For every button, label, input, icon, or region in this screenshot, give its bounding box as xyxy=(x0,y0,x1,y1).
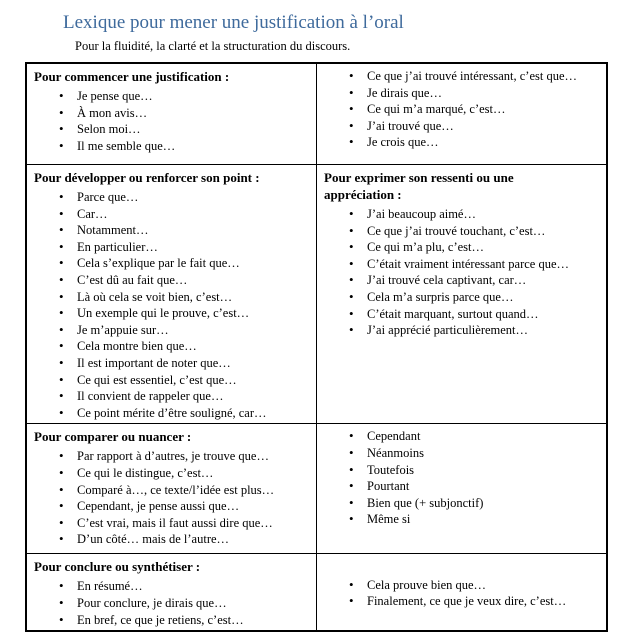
list-item: • Je dirais que… xyxy=(367,85,602,102)
table-row xyxy=(26,424,607,554)
cell-header: Pour développer ou renforcer son point : xyxy=(34,170,260,185)
list-item: • Notamment… xyxy=(77,222,312,239)
cell-developper xyxy=(26,165,317,424)
list-item: • C’est dû au fait que… xyxy=(77,272,312,289)
list-item: • Même si xyxy=(367,511,602,528)
list-item: • Là où cela se voit bien, c’est… xyxy=(77,289,312,306)
list-item: • En résumé… xyxy=(77,578,312,595)
list-item: • Par rapport à d’autres, je trouve que… xyxy=(77,448,312,465)
list-item: • Pour conclure, je dirais que… xyxy=(77,595,312,612)
list-item: • Je pense que… xyxy=(77,88,312,105)
list-item: • Ce que j’ai trouvé intéressant, c’est que… xyxy=(367,68,602,85)
phrase-list xyxy=(33,189,312,421)
table-row xyxy=(26,165,607,424)
list-item: • Cela s’explique par le fait que… xyxy=(77,255,312,272)
list-item: • Finalement, ce que je veux dire, c’est… xyxy=(367,593,602,610)
list-item: • J’ai trouvé que… xyxy=(367,118,602,135)
list-item: • J’ai apprécié particulièrement… xyxy=(367,322,602,339)
list-item: • Il est important de noter que… xyxy=(77,355,312,372)
cell-commencer-variantes xyxy=(317,63,608,165)
list-item: • Ce que j’ai trouvé touchant, c’est… xyxy=(367,223,602,240)
cell-conclure xyxy=(26,554,317,632)
cell-header: Pour commencer une justification : xyxy=(34,69,230,84)
list-item: • Selon moi… xyxy=(77,121,312,138)
list-item: • C’était vraiment intéressant parce que… xyxy=(367,256,602,273)
list-item: • Comparé à…, ce texte/l’idée est plus… xyxy=(77,482,312,499)
list-item: • Bien que (+ subjonctif) xyxy=(367,495,602,512)
list-item: • À mon avis… xyxy=(77,105,312,122)
list-item: • En bref, ce que je retiens, c’est… xyxy=(77,612,312,629)
cell-ressenti xyxy=(317,165,608,424)
list-item: • Il me semble que… xyxy=(77,138,312,155)
list-item: • Parce que… xyxy=(77,189,312,206)
cell-header: Pour exprimer son ressenti ou une appréciation : xyxy=(324,170,514,202)
list-item: • Car… xyxy=(77,206,312,223)
cell-header: Pour comparer ou nuancer : xyxy=(34,429,192,445)
list-item: • C’est vrai, mais il faut aussi dire que… xyxy=(77,515,312,532)
phrase-list xyxy=(33,448,312,548)
list-item: • Cependant, je pense aussi que… xyxy=(77,498,312,515)
table-row xyxy=(26,63,607,165)
list-item: • Toutefois xyxy=(367,462,602,479)
list-item: • Néanmoins xyxy=(367,445,602,462)
list-item: • Cela montre bien que… xyxy=(77,338,312,355)
list-item: • Un exemple qui le prouve, c’est… xyxy=(77,305,312,322)
list-item: • Ce qui le distingue, c’est… xyxy=(77,465,312,482)
list-item: • Ce qui est essentiel, c’est que… xyxy=(77,372,312,389)
table-row xyxy=(26,554,607,632)
list-item: • J’ai trouvé cela captivant, car… xyxy=(367,272,602,289)
list-item: • J’ai beaucoup aimé… xyxy=(367,206,602,223)
lexique-table xyxy=(25,62,608,632)
list-item: • Ce qui m’a plu, c’est… xyxy=(367,239,602,256)
page-title: Lexique pour mener une justification à l’oral xyxy=(63,12,404,33)
list-item: • C’était marquant, surtout quand… xyxy=(367,306,602,323)
cell-connecteurs xyxy=(317,424,608,554)
phrase-list xyxy=(323,428,602,528)
list-item: • Cela prouve bien que… xyxy=(367,577,602,594)
list-item: • En particulier… xyxy=(77,239,312,256)
phrase-list xyxy=(323,68,602,151)
list-item: • Pourtant xyxy=(367,478,602,495)
phrase-list xyxy=(323,206,602,339)
list-item: • Ce qui m’a marqué, c’est… xyxy=(367,101,602,118)
list-item: • Il convient de rappeler que… xyxy=(77,388,312,405)
list-item: • D’un côté… mais de l’autre… xyxy=(77,531,312,548)
cell-commencer xyxy=(26,63,317,165)
list-item: • Ce point mérite d’être souligné, car… xyxy=(77,405,312,422)
page-subtitle: Pour la fluidité, la clarté et la structuration du discours. xyxy=(75,39,351,53)
list-item: • Cela m’a surpris parce que… xyxy=(367,289,602,306)
list-item: • Je crois que… xyxy=(367,134,602,151)
phrase-list xyxy=(33,88,312,154)
list-item: • Je m’appuie sur… xyxy=(77,322,312,339)
phrase-list xyxy=(33,578,312,628)
cell-conclure-variantes xyxy=(317,554,608,632)
list-item: • Cependant xyxy=(367,428,602,445)
phrase-list xyxy=(323,577,602,610)
cell-comparer xyxy=(26,424,317,554)
cell-header: Pour conclure ou synthétiser : xyxy=(34,559,201,575)
